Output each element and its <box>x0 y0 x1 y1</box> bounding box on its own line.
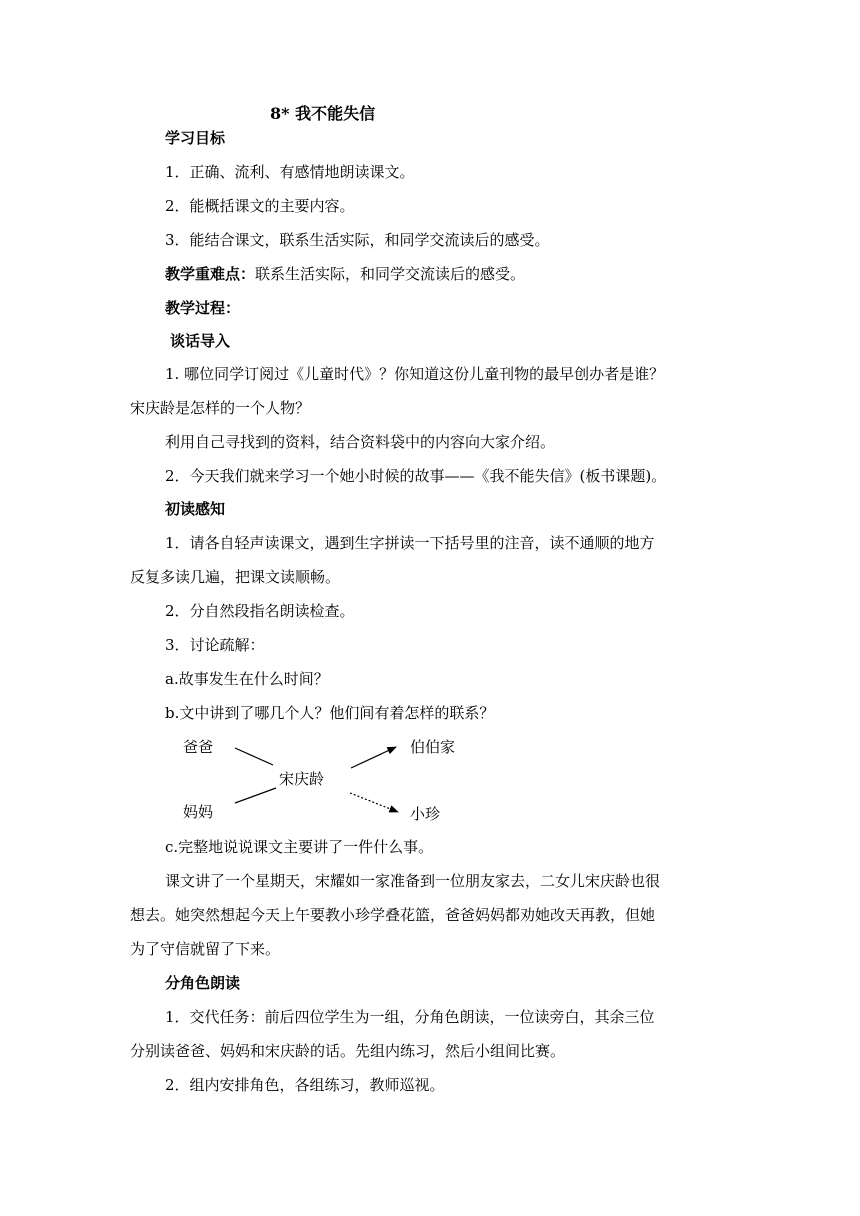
arrow-xiaozhen <box>350 793 398 812</box>
paragraph-line: 利用自己寻找到的资料，结合资料袋中的内容向大家介绍。 <box>165 433 556 451</box>
paragraph-line: a.故事发生在什么时间？ <box>165 670 329 688</box>
paragraph-line: 反复多读几遍，把课文读顺畅。 <box>130 568 341 586</box>
arrow-uncle-home <box>351 747 396 768</box>
paragraph-line: 2．分自然段指名朗读检查。 <box>165 602 355 620</box>
key-points-text: 联系生活实际，和同学交流读后的感受。 <box>255 265 526 283</box>
connector-father <box>235 748 273 765</box>
connector-mother <box>235 788 276 803</box>
paragraph-line: b.文中讲到了哪几个人？他们间有着怎样的联系？ <box>165 704 495 722</box>
paragraph-line: 2．组内安排角色，各组练习，教师巡视。 <box>165 1076 445 1094</box>
paragraph-line: 为了守信就留了下来。 <box>130 940 281 958</box>
section-heading: 初读感知 <box>165 500 226 518</box>
paragraph-line: 想去。她突然想起今天上午要教小珍学叠花篮，爸爸妈妈都劝她改天再教，但她 <box>130 906 656 924</box>
section-heading: 分角色朗读 <box>165 974 241 992</box>
goal-item: 3．能结合课文，联系生活实际，和同学交流读后的感受。 <box>165 231 550 249</box>
paragraph-line: 3．讨论疏解： <box>165 636 265 654</box>
section-heading: 谈话导入 <box>170 332 231 350</box>
paragraph-line: 1．交代任务：前后四位学生为一组，分角色朗读，一位读旁白，其余三位 <box>165 1008 655 1026</box>
document-title: 8* 我不能失信 <box>270 104 376 123</box>
key-points-label: 教学重难点： <box>165 265 256 283</box>
paragraph-line: c.完整地说说课文主要讲了一件什么事。 <box>165 838 434 856</box>
diagram-node-xiaozhen: 小珍 <box>410 805 441 823</box>
goals-heading: 学习目标 <box>165 129 226 147</box>
paragraph-line: 课文讲了一个星期天，宋耀如一家准备到一位朋友家去，二女儿宋庆龄也很 <box>165 872 661 890</box>
paragraph-line: 分别读爸爸、妈妈和宋庆龄的话。先组内练习，然后小组间比赛。 <box>130 1042 566 1060</box>
goal-item: 2．能概括课文的主要内容。 <box>165 197 355 215</box>
diagram-node-father: 爸爸 <box>183 738 214 756</box>
process-heading: 教学过程： <box>165 299 241 317</box>
paragraph-line: 2．今天我们就来学习一个她小时候的故事——《我不能失信》(板书课题)。 <box>165 467 667 485</box>
paragraph-line: 宋庆龄是怎样的一个人物？ <box>130 399 311 417</box>
paragraph-line: 1. 哪位同学订阅过《儿童时代》？你知道这份儿童刊物的最早创办者是谁？ <box>165 365 665 383</box>
diagram-node-center: 宋庆龄 <box>279 770 325 788</box>
goal-item: 1．正确、流利、有感情地朗读课文。 <box>165 163 415 181</box>
paragraph-line: 1．请各自轻声读课文，遇到生字拼读一下括号里的注音，读不通顺的地方 <box>165 534 655 552</box>
diagram-node-mother: 妈妈 <box>183 803 214 821</box>
diagram-node-uncle-home: 伯伯家 <box>410 738 456 756</box>
